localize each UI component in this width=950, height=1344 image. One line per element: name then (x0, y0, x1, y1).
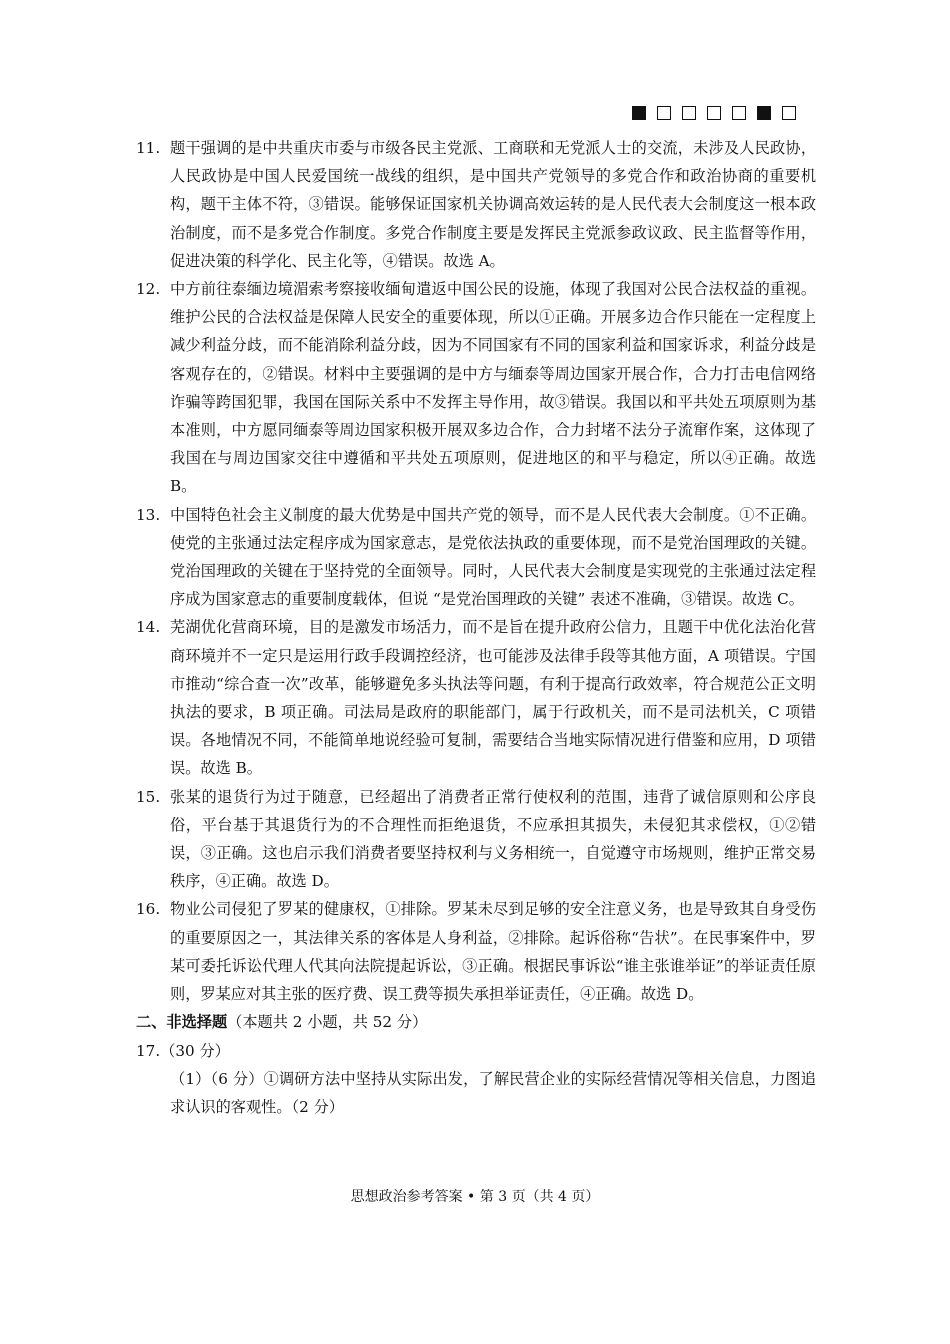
item-text: 中方前往泰缅边境湄索考察接收缅甸遣返中国公民的设施，体现了我国对公民合法权益的重视。维护公民的合法权益是保障人民安全的重要体现，所以①正确。开展多边合作只能在一定程度上减少利益分歧，而不能消除利益分歧，因为不同国家有不同的国家利益和国家诉求，利益分歧是客观存在的，②错误。材料中主要强调的是中方与缅泰等周边国家开展合作，合力打击电信网络诈骗等跨国犯罪，我国在国际关系中不发挥主导作用，故③错误。我国以和平共处五项原则为基本准则，中方愿同缅泰等周边国家积极开展双多边合作，合力封堵不法分子流窜作案，这体现了我国在与周边国家交往中遵循和平共处五项原则，促进地区的和平与稳定，所以④正确。故选 B。 (170, 280, 816, 496)
answer-content (136, 134, 816, 1121)
question-number: 17. (136, 1041, 161, 1060)
question-17-header (136, 1037, 816, 1065)
answer-item-12 (136, 275, 816, 501)
item-text: 物业公司侵犯了罗某的健康权，①排除。罗某未尽到足够的安全注意义务，也是导致其自身受伤的重要原因之一，其法律关系的客体是人身利益，②排除。起诉俗称“告状”。在民事案件中，罗某可委托诉讼代理人代其向法院提起诉讼，③正确。根据民事诉讼“谁主张谁举证”的举证责任原则，罗某应对其主张的医疗费、误工费等损失承担举证责任，④正确。故选 D。 (170, 900, 816, 1004)
section-title: 二、非选择题 (136, 1013, 228, 1032)
empty-square-marker (657, 106, 671, 120)
filled-square-marker (757, 106, 771, 120)
item-text: 张某的退货行为过于随意，已经超出了消费者正常行使权利的范围，违背了诚信原则和公序良俗，平台基于其退货行为的不合理性而拒绝退货，不应承担其损失，未侵犯其求偿权，①②错误，③正确。这也启示我们消费者要坚持权利与义务相统一，自觉遵守市场规则，维护正常交易秩序，④正确。故选 D。 (170, 787, 816, 891)
empty-square-marker (707, 106, 721, 120)
item-text: 中国特色社会主义制度的最大优势是中国共产党的领导，而不是人民代表大会制度。①不正确。使党的主张通过法定程序成为国家意志，是党依法执政的重要体现，而不是党治国理政的关键。党治国理政的关键在于坚持党的全面领导。同时，人民代表大会制度是实现党的主张通过法定程序成为国家意志的重要制度载体，但说 “是党治国理政的关键” 表述不准确，③错误。故选 C。 (170, 505, 816, 609)
item-number: 15. (136, 787, 161, 806)
question-score: （30 分） (160, 1041, 230, 1060)
answer-item-15 (136, 783, 816, 896)
item-number: 14. (136, 618, 161, 637)
item-number: 12. (136, 280, 161, 299)
item-text: 题干强调的是中共重庆市委与市级各民主党派、工商联和无党派人士的交流，未涉及人民政协，人民政协是中国人民爱国统一战线的组织，是中国共产党领导的多党合作和政治协商的重要机构，题干主体不符，③错误。能够保证国家机关协调高效运转的是人民代表大会制度这一根本政治制度，而不是多党合作制度。多党合作制度主要是发挥民主党派参政议政、民主监督等作用，促进决策的科学化、民主化等，④错误。故选 A。 (170, 139, 816, 270)
section-heading (136, 1008, 816, 1036)
question-17-sub1: （1）（6 分）①调研方法中坚持从实际出发，了解民营企业的实际经营情况等相关信息，力图追求认识的客观性。（2 分） (170, 1069, 816, 1116)
answer-item-13 (136, 501, 816, 614)
answer-item-11 (136, 134, 816, 275)
answer-item-16 (136, 895, 816, 1008)
item-number: 13. (136, 505, 161, 524)
empty-square-marker (782, 106, 796, 120)
filled-square-marker (632, 106, 646, 120)
answer-item-14 (136, 613, 816, 782)
page-progress-indicator (632, 106, 796, 120)
page-footer: 思想政治参考答案 • 第 3 页（共 4 页） (350, 1189, 600, 1205)
section-note: （本题共 2 小题，共 52 分） (227, 1013, 428, 1032)
item-text: 芜湖优化营商环境，目的是激发市场活力，而不是旨在提升政府公信力，且题干中优化法治化营商环境并不一定只是运用行政手段调控经济，也可能涉及法律手段等其他方面，A 项错误。宁国市推动“综合查一次”改革，能够避免多头执法等问题，有利于提高行政效率，符合规范公正文明执法的要求，B 项正确。司法局是政府的职能部门，属于行政机关，而不是司法机关，C 项错误。各地情况不同，不能简单地说经验可复制，需要结合当地实际情况进行借鉴和应用，D 项错误。故选 B。 (170, 618, 816, 778)
item-number: 11. (136, 139, 161, 157)
item-number: 16. (136, 900, 161, 919)
empty-square-marker (732, 106, 746, 120)
empty-square-marker (682, 106, 696, 120)
